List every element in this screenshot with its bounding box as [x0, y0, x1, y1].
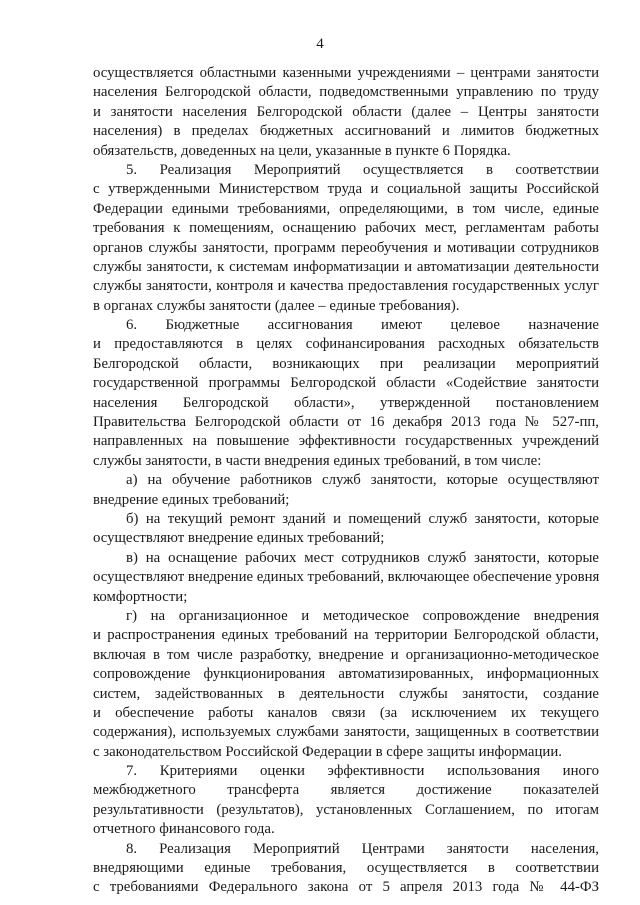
text-line: с законодательством Российской Федерации в сфере защиты информации.: [93, 743, 562, 760]
text-line: г) на организационное и методическое сопровождение внедрения: [126, 607, 599, 624]
text-line: Правительства Белгородской области от 16 декабря 2013 года № 527-пп,: [93, 414, 599, 431]
text-line: населения) в пределах бюджетных ассигнований и лимитов бюджетных: [93, 123, 599, 140]
text-line: населения Белгородской области, подведомственными управлению по труду: [93, 84, 599, 101]
text-line: и занятости населения Белгородской области (далее – Центры занятости: [93, 103, 599, 120]
text-line: обязательств, доведенных на цели, указанные в пункте 6 Порядка.: [93, 142, 511, 159]
text-line: в) на оснащение рабочих мест сотрудников служб занятости, которые: [126, 549, 599, 566]
text-line: и распространения единых требований на территории Белгородской области,: [93, 627, 599, 644]
text-line: 7. Критериями оценки эффективности использования иного: [126, 763, 599, 780]
paragraph-p6a: [93, 471, 599, 510]
paragraph-p6g: [93, 607, 599, 762]
text-line: направленных на повышение эффективности государственных учреждений: [93, 433, 599, 450]
paragraph-p6: [93, 316, 599, 471]
paragraph-p7: [93, 762, 599, 840]
text-line: межбюджетного трансферта является достижение показателей: [93, 782, 599, 799]
text-line: населения Белгородской области», утвержденной постановлением: [93, 394, 599, 411]
text-line: осуществляется областными казенными учреждениями – центрами занятости: [93, 65, 599, 81]
paragraph-p-cont: [93, 64, 599, 161]
text-line: отчетного финансового года.: [93, 821, 275, 838]
paragraph-p6b: [93, 510, 599, 549]
text-line: требования к помещениям, оснащению рабочих мест, регламентам работы: [93, 220, 599, 237]
text-line: внедряющими единые требования, осуществляется в соответствии: [93, 860, 599, 877]
text-line: с утвержденными Министерством труда и социальной защиты Российской: [93, 181, 599, 198]
text-line: результативности (результатов), установленных Соглашением, по итогам: [93, 801, 599, 818]
text-line: сопровождение функционирования автоматизированных, информационных: [93, 666, 599, 683]
text-line: органов службы занятости, программ переобучения и мотивации сотрудников: [93, 239, 599, 256]
text-line: включая в том числе разработку, внедрение и организационно-методическое: [93, 646, 599, 663]
text-line: и обеспечение работы каналов связи (за исключением их текущего: [93, 704, 599, 721]
text-line: б) на текущий ремонт зданий и помещений служб занятости, которые: [126, 510, 599, 527]
text-line: службы занятости, контроля и качества предоставления государственных услуг: [93, 278, 599, 295]
text-line: Белгородской области, возникающих при реализации мероприятий: [93, 355, 599, 372]
text-line: внедрение единых требований;: [93, 491, 290, 508]
text-line: систем, задействованных в деятельности службы занятости, создание: [93, 685, 599, 702]
text-line: комфортности;: [93, 588, 188, 605]
text-line: 6. Бюджетные ассигнования имеют целевое назначение: [126, 317, 599, 334]
paragraph-p8: [93, 840, 599, 898]
text-line: Федерации едиными требованиями, определяющими, в том числе, единые: [93, 200, 599, 217]
document-body: [93, 64, 599, 898]
text-line: с требованиями Федерального закона от 5 апреля 2013 года № 44-ФЗ: [93, 879, 599, 896]
text-line: осуществляют внедрение единых требований;: [93, 530, 385, 547]
paragraph-p6v: [93, 549, 599, 607]
text-line: 8. Реализация Мероприятий Центрами занятости населения,: [126, 840, 599, 857]
text-line: а) на обучение работников служб занятости, которые осуществляют: [126, 472, 599, 489]
text-line: службы занятости, в части внедрения единых требований, в том числе:: [93, 452, 542, 469]
text-line: содержания), используемых службами занятости, защищенных в соответствии: [93, 724, 599, 741]
page-number: 4: [316, 36, 324, 52]
text-line: осуществляют внедрение единых требований, включающее обеспечение уровня: [93, 569, 600, 586]
text-line: службы занятости, к системам информатизации и автоматизации деятельности: [93, 258, 599, 275]
text-line: 5. Реализация Мероприятий осуществляется в соответствии: [126, 161, 599, 178]
text-line: государственной программы Белгородской области «Содействие занятости: [93, 375, 599, 392]
text-line: и предоставляются в целях софинансирования расходных обязательств: [93, 336, 599, 353]
paragraph-p5: [93, 161, 599, 316]
text-line: в органах службы занятости (далее – единые требования).: [93, 297, 460, 314]
